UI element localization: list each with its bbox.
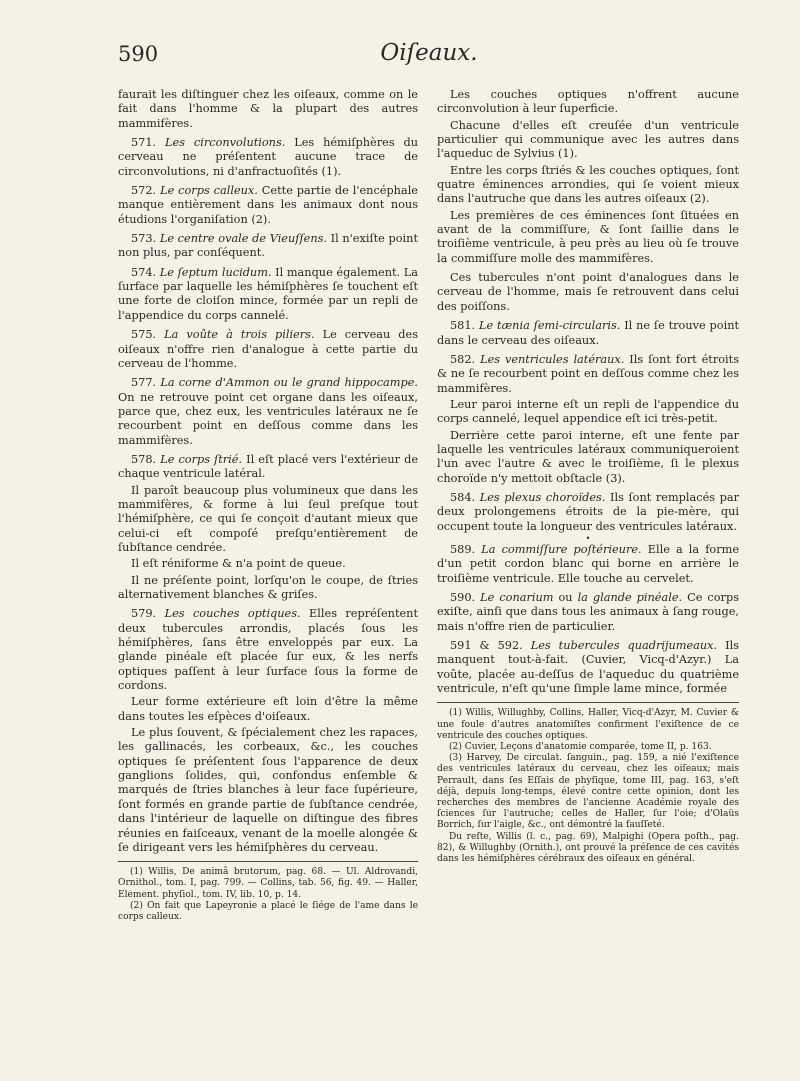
section-title: Les couches optiques.: [164, 607, 301, 621]
section-571: [118, 136, 418, 179]
section-number: 582.: [450, 352, 476, 366]
footnote: (3) Harvey, De circulat. ſanguin., pag. 159, a nié l'exiſtence des ventricules latéraux du cerveau, chez les oiſeaux; mais Perrault, dans ſes Eſſais de phyſique, tome III, pag. 163, s'eſt déjà, depuis long-temps, élevé contre cette opinion, dont les recherches des membres de l'ancienne Académie royale des ſciences ſur l'autruche; celles de Haller, ſur l'oie; d'Olaüs Borrich, ſur l'aigle, &c., ont démontré la fauſſeté.: [437, 753, 739, 831]
section-text: Ce corps exiſte, ainſi que dans tous les animaux à ſang rouge, mais n'offre rien de particulier.: [437, 591, 739, 633]
paragraph: Ces tubercules n'ont point d'analogues dans le cerveau de l'homme, mais ſe retrouvent dans celui des poiſſons.: [437, 271, 739, 313]
footnote-divider: [118, 861, 418, 862]
section-text: Le cerveau des oiſeaux n'offre rien d'analogue à cette partie du cerveau de l'homme.: [118, 328, 419, 370]
section-text: Ils ſont remplacés par deux prolongemens étroits de la pie-mère, qui occupent toute la longueur des ventricules latéraux.: [437, 490, 740, 533]
section-590: [437, 591, 739, 634]
footnote: (1) Willis, Willughby, Collins, Haller, Vicq-d'Azyr, M. Cuvier & une foule d'autres anatomiſtes confirment l'exiſtence de ce ventricule des couches optiques.: [437, 708, 739, 741]
section-title: Le corps ſtrié.: [160, 452, 243, 466]
section-text: Ils manquent tout-à-fait. (Cuvier, Vicq-d'Azyr.) La voûte, placée au-deſſus de l'aqueduc du quatrième ventricule, n'eſt qu'une ſimple lame mince, formée: [437, 639, 739, 696]
right-column: [437, 88, 739, 865]
footnote: Du reſte, Willis (l. c., pag. 69), Malpighi (Opera poſth., pag. 82), & Willughby (Ornith.), ont prouvé la préſence de ces cavités dans les hémiſphères cérébraux des oiſeaux en général.: [437, 831, 739, 865]
section-577: [118, 376, 418, 448]
section-title: la glande pinéale.: [577, 591, 683, 604]
section-title: Le corps calleux.: [160, 184, 258, 198]
section-title: La commiſſure poſtérieure.: [481, 542, 642, 556]
paragraph: faurait les diſtinguer chez les oiſeaux, comme on le fait dans l'homme & la plupart des autres mammifères.: [118, 88, 418, 130]
footnotes: [437, 708, 739, 865]
section-title: Les ventricules latéraux.: [480, 352, 625, 366]
section-579: [118, 607, 418, 693]
paragraph: Les couches optiques n'offrent aucune circonvolution à leur ſuperficie.: [437, 88, 739, 116]
section-574: [118, 266, 418, 323]
section-number: 581.: [450, 319, 476, 333]
section-number: 572.: [131, 184, 157, 198]
section-number: 573.: [131, 232, 157, 246]
section-text: Ils ſont fort étroits & ne ſe recourbent point en deſſous comme chez les mammifères.: [437, 352, 739, 395]
paragraph: Chacune d'elles eſt creuſée d'un ventricule particulier qui communique avec les autres dans l'aqueduc de Sylvius (1).: [437, 118, 739, 161]
section-text: Il manque également. La ſurface par laquelle les hémiſphères ſe touchent eſt une forte de cloiſon mince, formée par un repli de l'appendice du corps cannelé.: [118, 265, 419, 322]
section-text: Il ne ſe trouve point dans le cerveau des oiſeaux.: [437, 319, 740, 347]
section-589: [437, 543, 739, 586]
section-number: 575.: [131, 328, 157, 342]
footnote-divider: [437, 702, 739, 703]
section-text: Cette partie de l'encéphale manque entièrement dans les animaux dont nous étudions l'organiſation (2).: [118, 184, 418, 226]
footnote: (2) Cuvier, Leçons d'anatomie comparée, tome II, p. 163.: [449, 742, 712, 753]
section-572: [118, 184, 418, 227]
section-581: [437, 319, 739, 348]
paragraph: Il paroît beaucoup plus volumineux que dans les mammifères, & forme à lui ſeul preſque tout l'hémiſphère, ce qui ſe conçoit d'autant mieux que celui-ci eſt compoſé preſqu'entièrement de ſubſtance cendrée.: [118, 483, 418, 554]
paragraph: Entre les corps ſtriés & les couches optiques, ſont quatre éminences arrondies, qui ſe voient mieux dans l'autruche que dans les autres oiſeaux (2).: [437, 163, 739, 206]
section-title: Les circonvolutions.: [165, 136, 286, 150]
section-number: 584.: [450, 490, 476, 504]
ornament-mark: •: [585, 533, 591, 543]
section-title: Le tænia ſemi-circularis.: [479, 319, 621, 333]
section-title: Les tubercules quadrijumeaux.: [530, 639, 718, 653]
section-text: ou: [553, 591, 578, 604]
running-title: Oiſeaux.: [380, 40, 478, 66]
page-number: 590: [118, 42, 159, 66]
section-title: Les plexus choroïdes.: [479, 490, 606, 504]
section-number: 589.: [450, 542, 476, 556]
section-number: 590.: [450, 591, 476, 604]
page-header: [118, 40, 740, 76]
section-text: Il eſt placé vers l'extérieur de chaque ventricule latéral.: [118, 452, 419, 481]
section-text: On ne retrouve point cet organe dans les oiſeaux, parce que, chez eux, les ventricules latéraux ne ſe recourbent point en deſſous comme dans les mammifères.: [118, 390, 418, 447]
paragraph: Il eſt réniforme & n'a point de queue.: [131, 557, 346, 571]
section-text: Elles repréſentent deux tubercules arrondis, placés ſous les hémiſphères, ſans être enveloppés par eux. La glande pinéale eſt placée ſur eux, & les nerfs optiques paſſent à leur ſurface ſous la forme de cordons.: [118, 607, 418, 693]
section-573: [118, 232, 418, 261]
section-575: [118, 328, 418, 371]
section-number: 571.: [131, 136, 157, 150]
footnotes: [118, 867, 418, 923]
paragraph: Les premières de ces éminences ſont ſituées en avant de la commiſſure, & ſont ſaillie dans le troiſième ventricule, à peu près au lieu où ſe trouve la commiſſure molle des mammifères.: [437, 208, 739, 265]
paragraph: Il ne préſente point, lorſqu'on le coupe, de ſtries alternativement blanches & griſes.: [118, 573, 418, 601]
section-title: La corne d'Ammon ou le grand hippocampe.: [160, 376, 418, 390]
section-number: 574.: [131, 265, 157, 279]
section-578: [118, 453, 418, 482]
section-584: [437, 491, 739, 534]
section-title: Le centre ovale de Vieuſſens.: [159, 232, 327, 246]
section-591-592: [437, 639, 739, 696]
section-number: 591 & 592.: [450, 639, 523, 653]
section-text: Elle a la forme d'un petit cordon blanc qui borne en arrière le troiſième ventricule. Elle touche au cervelet.: [437, 542, 739, 585]
section-title: La voûte à trois piliers.: [164, 328, 315, 342]
footnote: (1) Willis, De animâ brutorum, pag. 68. — Ul. Aldrovandi, Ornithol., tom. I, pag. 799. — Collins, tab. 56, fig. 49. — Haller, Element. phyſiol., tom. IV, lib. 10, p. 14.: [118, 867, 418, 900]
section-number: 577.: [131, 376, 157, 390]
section-582: [437, 353, 739, 396]
section-number: 579.: [131, 607, 157, 621]
paragraph: Leur paroi interne eſt un repli de l'appendice du corps cannelé, lequel appendice eſt ici très-petit.: [437, 397, 739, 426]
footnote: (2) On fait que Lapeyronie a placé le ſiége de l'ame dans le corps calleux.: [118, 900, 418, 922]
left-column: [118, 88, 418, 923]
section-text: Les hémiſphères du cerveau ne préſentent aucune trace de circonvolutions, ni d'anfractuoſités (1).: [118, 136, 419, 178]
paragraph: Le plus ſouvent, & ſpécialement chez les rapaces, les gallinacés, les corbeaux, &c., les couches optiques ſe préſentent ſous l'apparence de deux ganglions ſolides, qui, confondus enſemble & marqués de ſtries blanches à leur face ſupérieure, ſont formés en grande partie de ſubſtance cendrée, dans l'intérieur de laquelle on diſtingue des fibres réunies en faiſceaux, venant de la moelle alongée & ſe dirigeant vers les hémiſphères du cerveau.: [118, 726, 418, 854]
section-title: Le conarium: [480, 591, 554, 604]
section-number: 578.: [131, 452, 157, 466]
paragraph: Leur forme extérieure eſt loin d'être la même dans toutes les eſpèces d'oiſeaux.: [118, 695, 418, 723]
section-title: Le ſeptum lucidum.: [159, 265, 272, 279]
section-text: Il n'exiſte point non plus, par conſéquent.: [118, 232, 418, 260]
paragraph: Derrière cette paroi interne, eſt une fente par laquelle les ventricules latéraux communiqueroient l'un avec l'autre & avec le troiſième, ſi le plexus choroïde n'y mettoit obſtacle (3).: [437, 428, 739, 485]
